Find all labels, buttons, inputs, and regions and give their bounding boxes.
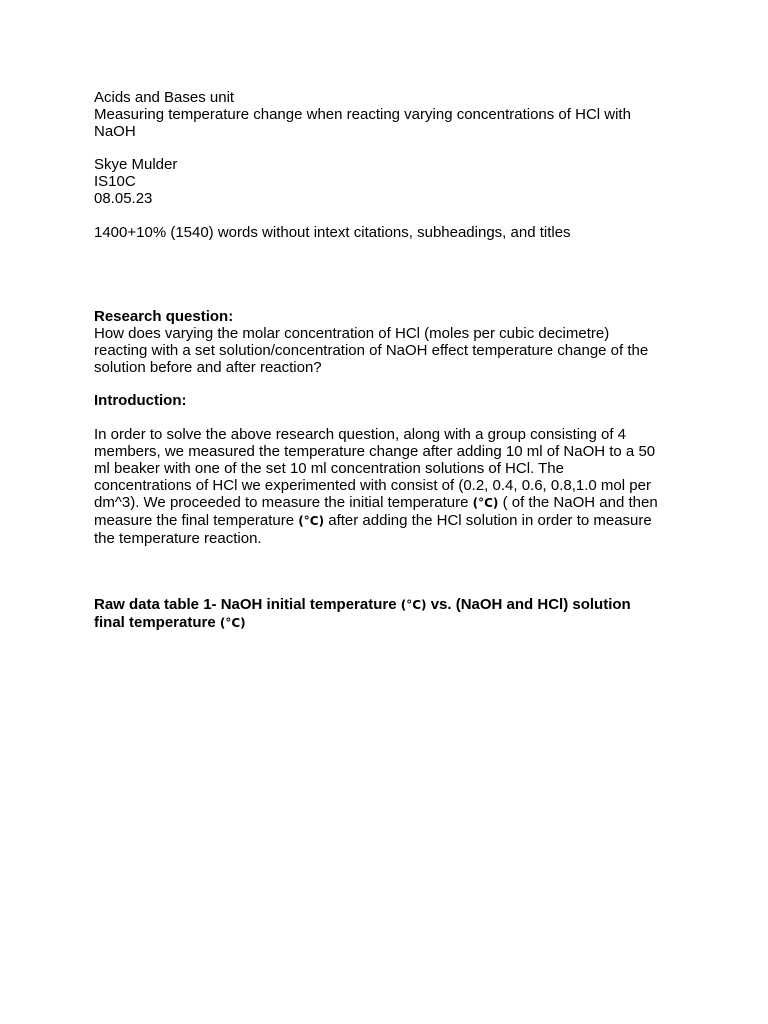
degree-celsius-unit: (°C) xyxy=(298,514,325,528)
document-date: 08.05.23 xyxy=(94,190,153,207)
research-question-line-2: reacting with a set solution/concentration of NaOH effect temperature change of the xyxy=(94,342,649,359)
table-caption-line-1 xyxy=(94,596,694,614)
introduction-paragraph xyxy=(94,426,694,547)
author-block xyxy=(94,156,694,207)
document-title-line-2: NaOH xyxy=(94,123,136,140)
introduction-line-6-text-b: after adding the HCl solution in order to measure xyxy=(324,512,652,529)
degree-celsius-unit: (°C) xyxy=(400,598,427,612)
introduction-heading: Introduction: xyxy=(94,392,187,409)
class-code: IS10C xyxy=(94,173,136,190)
header-block xyxy=(94,89,694,140)
introduction-line-4: concentrations of HCl we experimented with consist of (0.2, 0.4, 0.6, 0.8,1.0 mol per xyxy=(94,477,651,494)
introduction-line-7: the temperature reaction. xyxy=(94,530,262,547)
table-caption-text-a: Raw data table 1- NaOH initial temperature xyxy=(94,596,401,613)
introduction-line-6-text-a: measure the final temperature xyxy=(94,512,299,529)
document-title-line-1: Measuring temperature change when reacting varying concentrations of HCl with xyxy=(94,106,631,123)
introduction-line-2: members, we measured the temperature change after adding 10 ml of NaOH to a 50 xyxy=(94,443,656,460)
degree-celsius-unit: (°C) xyxy=(472,496,499,510)
research-question-heading: Research question: xyxy=(94,308,234,325)
degree-celsius-unit: (°C) xyxy=(219,616,246,630)
introduction-line-5-text-a: dm^3). We proceeded to measure the initial temperature xyxy=(94,494,473,511)
research-question-section xyxy=(94,308,694,376)
introduction-heading-block xyxy=(94,392,694,409)
table-caption-line-2 xyxy=(94,614,694,632)
introduction-line-3: ml beaker with one of the set 10 ml concentration solutions of HCl. The xyxy=(94,460,564,477)
unit-name: Acids and Bases unit xyxy=(94,89,235,106)
table-caption xyxy=(94,596,694,632)
word-count-block xyxy=(94,224,694,241)
research-question-line-1: How does varying the molar concentration of HCl (moles per cubic decimetre) xyxy=(94,325,610,342)
introduction-line-5-text-b: ( of the NaOH and then xyxy=(498,494,658,511)
word-count: 1400+10% (1540) words without intext citations, subheadings, and titles xyxy=(94,224,571,241)
table-caption-text-b: vs. (NaOH and HCl) solution xyxy=(426,596,631,613)
introduction-line-1: In order to solve the above research question, along with a group consisting of 4 xyxy=(94,426,626,443)
introduction-line-5 xyxy=(94,494,694,512)
research-question-line-3: solution before and after reaction? xyxy=(94,359,322,376)
table-caption-text-c: final temperature xyxy=(94,614,220,631)
introduction-line-6 xyxy=(94,512,694,530)
author-name: Skye Mulder xyxy=(94,156,178,173)
